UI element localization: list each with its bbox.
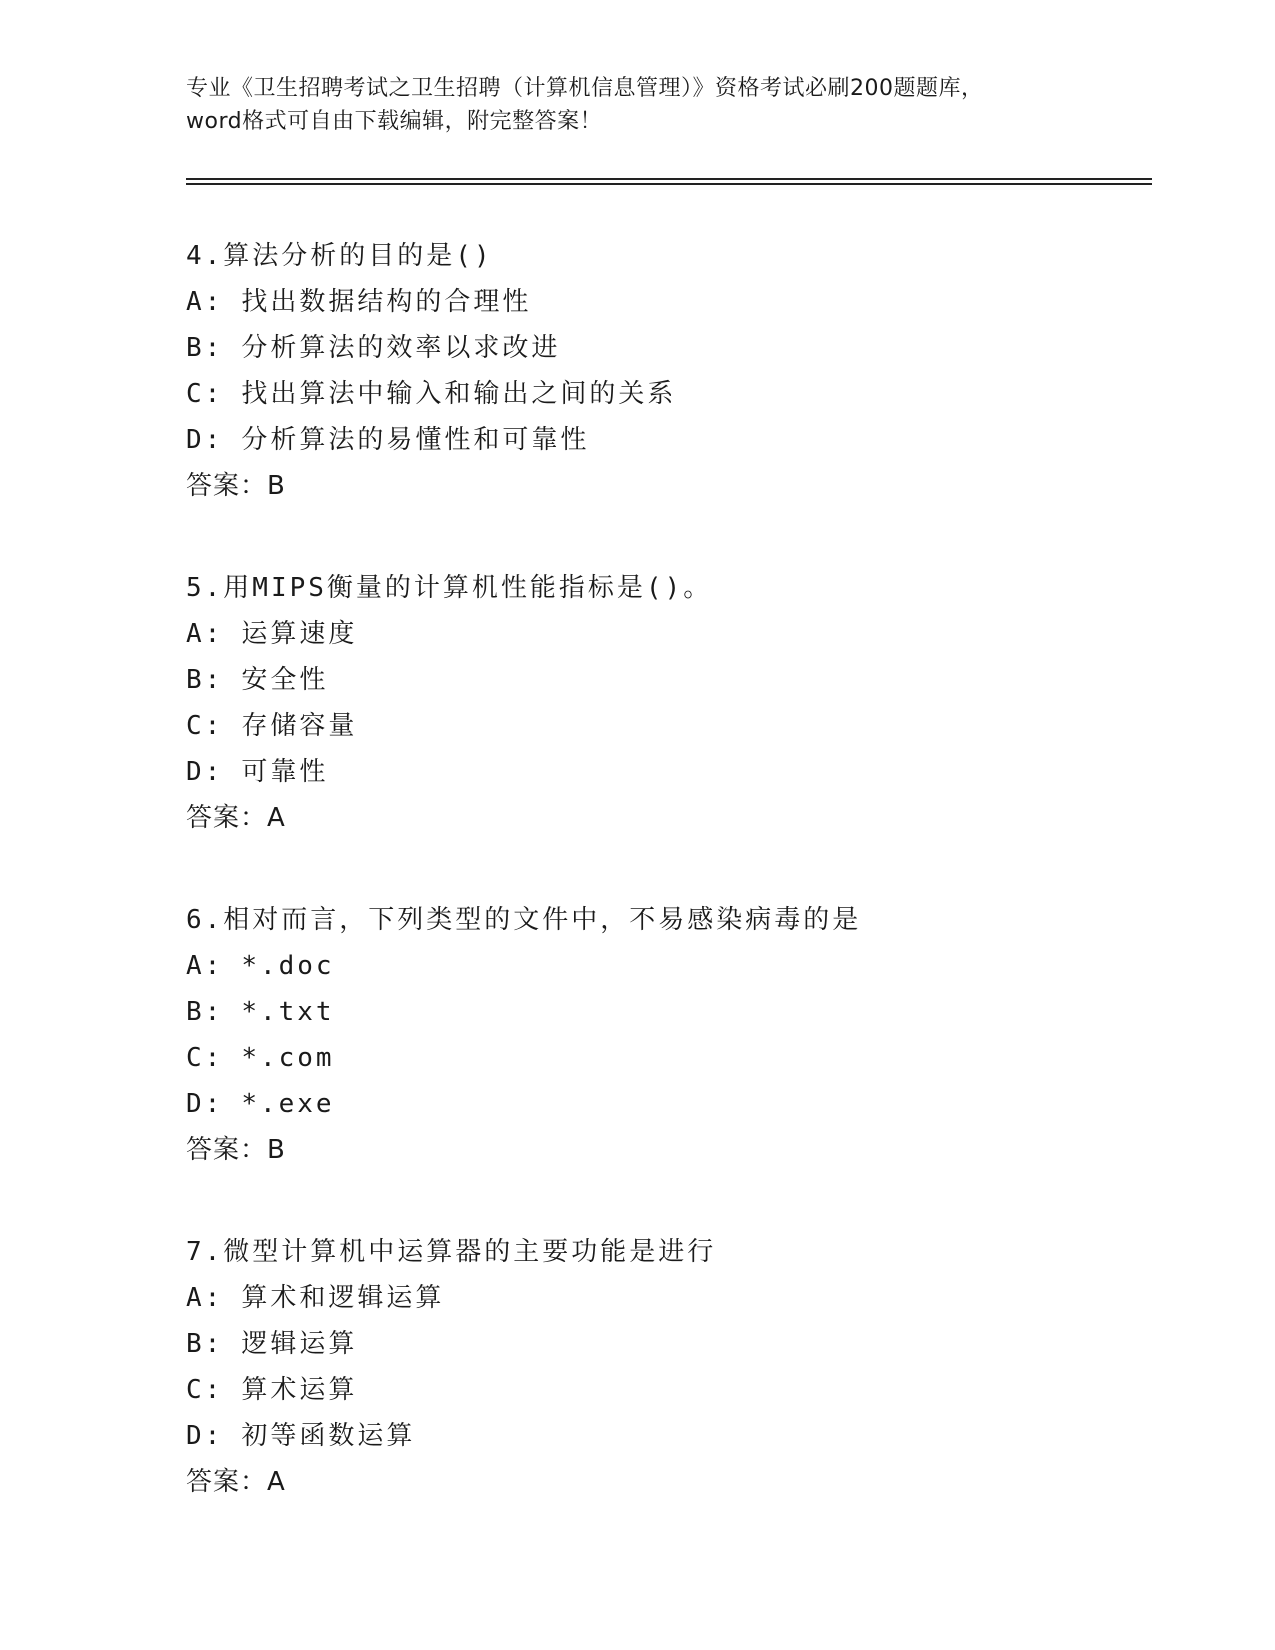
question-block xyxy=(186,1229,1136,1505)
option-letter: B: xyxy=(186,1329,224,1359)
question-block xyxy=(186,565,1136,841)
option-c xyxy=(186,371,1136,417)
option-letter: B: xyxy=(186,665,224,695)
answer-line: 答案：B xyxy=(186,1135,286,1165)
question-list xyxy=(186,233,1136,1561)
option-text: 安全性 xyxy=(241,665,329,695)
answer-line: 答案：A xyxy=(186,803,286,833)
option-letter: A: xyxy=(186,287,224,317)
option-b xyxy=(186,325,1136,371)
option-text: 初等函数运算 xyxy=(241,1421,416,1451)
option-letter: C: xyxy=(186,1375,224,1405)
option-text: *.exe xyxy=(241,1089,335,1119)
option-letter: C: xyxy=(186,1043,224,1073)
option-letter: A: xyxy=(186,951,224,981)
question-block xyxy=(186,897,1136,1173)
option-letter: B: xyxy=(186,333,224,363)
header-title-line-1: 专业《卫生招聘考试之卫生招聘（计算机信息管理）》资格考试必刷200题题库， xyxy=(186,76,984,101)
question-title: 4.算法分析的目的是() xyxy=(186,241,493,271)
option-c xyxy=(186,703,1136,749)
header-divider-bottom xyxy=(186,183,1152,185)
header-divider-top xyxy=(186,178,1152,180)
header-title-line-2: word格式可自由下载编辑，附完整答案！ xyxy=(186,109,603,134)
option-text: 运算速度 xyxy=(241,619,358,649)
option-text: 算术运算 xyxy=(241,1375,358,1405)
option-text: 存储容量 xyxy=(241,711,358,741)
option-d xyxy=(186,1413,1136,1459)
option-d xyxy=(186,417,1136,463)
option-b xyxy=(186,989,1136,1035)
document-header xyxy=(186,72,1106,138)
answer-line: 答案：B xyxy=(186,471,286,501)
option-letter: D: xyxy=(186,1089,224,1119)
option-text: *.com xyxy=(241,1043,335,1073)
answer-line: 答案：A xyxy=(186,1467,286,1497)
option-letter: D: xyxy=(186,425,224,455)
option-b xyxy=(186,657,1136,703)
option-letter: A: xyxy=(186,1283,224,1313)
question-block xyxy=(186,233,1136,509)
option-text: 找出算法中输入和输出之间的关系 xyxy=(241,379,677,409)
option-letter: A: xyxy=(186,619,224,649)
option-text: 逻辑运算 xyxy=(241,1329,358,1359)
question-title: 7.微型计算机中运算器的主要功能是进行 xyxy=(186,1237,717,1267)
option-letter: D: xyxy=(186,1421,224,1451)
option-letter: C: xyxy=(186,711,224,741)
option-text: *.doc xyxy=(241,951,335,981)
option-letter: B: xyxy=(186,997,224,1027)
question-title: 5.用MIPS衡量的计算机性能指标是()。 xyxy=(186,573,713,603)
option-letter: D: xyxy=(186,757,224,787)
option-a xyxy=(186,1275,1136,1321)
option-d xyxy=(186,749,1136,795)
option-a xyxy=(186,943,1136,989)
option-c xyxy=(186,1367,1136,1413)
option-a xyxy=(186,279,1136,325)
option-c xyxy=(186,1035,1136,1081)
option-d xyxy=(186,1081,1136,1127)
option-text: 分析算法的效率以求改进 xyxy=(241,333,561,363)
option-letter: C: xyxy=(186,379,224,409)
option-text: *.txt xyxy=(241,997,335,1027)
question-title: 6.相对而言，下列类型的文件中，不易感染病毒的是 xyxy=(186,905,862,935)
option-text: 算术和逻辑运算 xyxy=(241,1283,445,1313)
option-b xyxy=(186,1321,1136,1367)
option-a xyxy=(186,611,1136,657)
option-text: 可靠性 xyxy=(241,757,329,787)
option-text: 找出数据结构的合理性 xyxy=(241,287,532,317)
option-text: 分析算法的易懂性和可靠性 xyxy=(241,425,590,455)
